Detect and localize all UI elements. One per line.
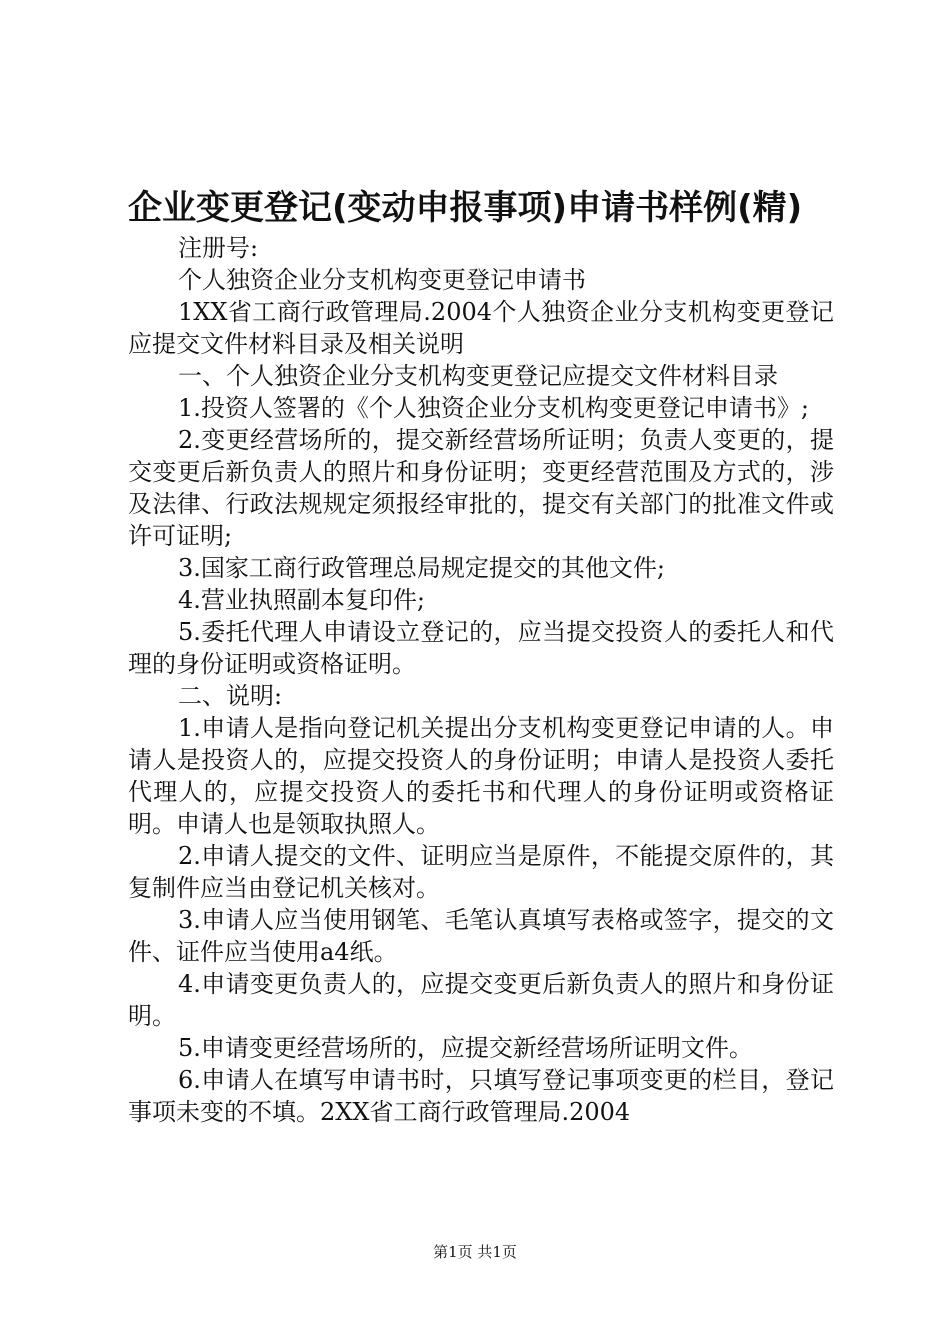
section-heading-materials: 一、个人独资企业分支机构变更登记应提交文件材料目录 <box>178 362 778 390</box>
section-heading-notes: 二、说明: <box>178 682 283 710</box>
list-item-material-4: 4.营业执照副本复印件; <box>178 586 425 614</box>
list-item-material-2: 2.变更经营场所的，提交新经营场所证明；负责人变更的，提交变更后新负责人的照片和身份证明；变更经营范围及方式的，涉及法律、行政法规规定须报经审批的，提交有关部门的批准文件或许可证明; <box>128 426 834 550</box>
paragraph-registration-number: 注册号: <box>178 234 259 262</box>
document-body <box>128 232 834 1128</box>
list-item-note-6: 6.申请人在填写申请书时，只填写登记事项变更的栏目，登记事项未变的不填。2XX省工商行政管理局.2004 <box>128 1066 834 1126</box>
list-item-material-5: 5.委托代理人申请设立登记的，应当提交投资人的委托人和代理的身份证明或资格证明。 <box>128 618 834 678</box>
list-item-material-3: 3.国家工商行政管理总局规定提交的其他文件; <box>178 554 665 582</box>
document-title: 企业变更登记(变动申报事项)申请书样例(精) <box>128 188 803 228</box>
paragraph-form-name: 个人独资企业分支机构变更登记申请书 <box>178 266 586 294</box>
list-item-note-5: 5.申请变更经营场所的，应提交新经营场所证明文件。 <box>178 1034 753 1062</box>
list-item-note-2: 2.申请人提交的文件、证明应当是原件，不能提交原件的，其复制件应当由登记机关核对。 <box>128 842 834 902</box>
page-footer: 第1页 共1页 <box>433 1243 517 1261</box>
list-item-note-4: 4.申请变更负责人的，应提交变更后新负责人的照片和身份证明。 <box>128 970 834 1030</box>
list-item-note-3: 3.申请人应当使用钢笔、毛笔认真填写表格或签字，提交的文件、证件应当使用a4纸。 <box>128 906 834 966</box>
paragraph-intro: 1XX省工商行政管理局.2004个人独资企业分支机构变更登记应提交文件材料目录及相关说明 <box>128 298 834 358</box>
list-item-material-1: 1.投资人签署的《个人独资企业分支机构变更登记申请书》; <box>178 394 809 422</box>
list-item-note-1: 1.申请人是指向登记机关提出分支机构变更登记申请的人。申请人是投资人的，应提交投资人的身份证明；申请人是投资人委托代理人的，应提交投资人的委托书和代理人的身份证明或资格证明。申请人也是领取执照人。 <box>128 714 834 838</box>
